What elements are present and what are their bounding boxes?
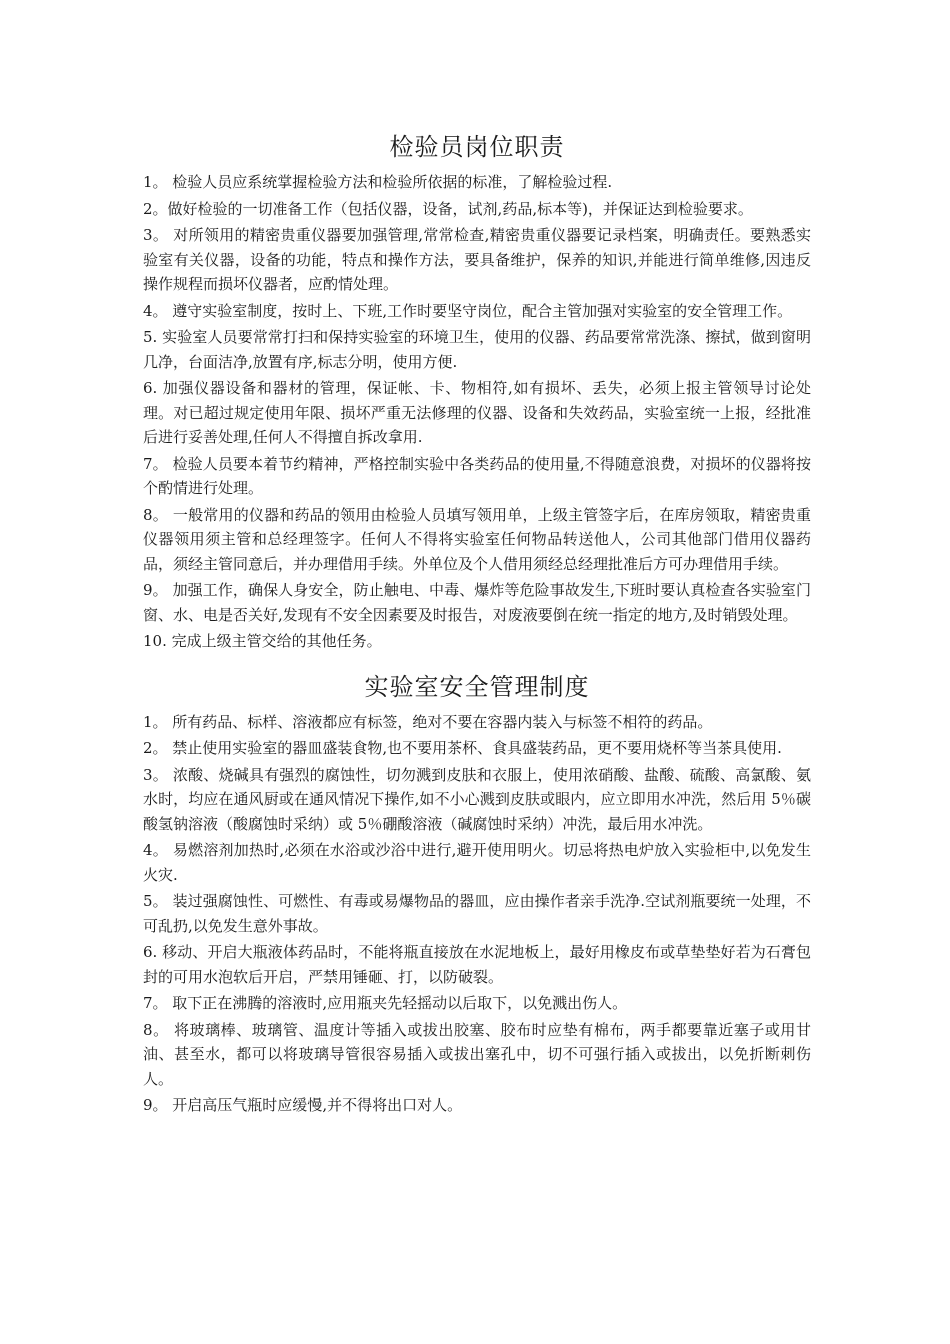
safety-item-2: 2。 禁止使用实验室的器皿盛装食物,也不要用茶杯、食具盛装药品，更不要用烧杯等当茶具使用. [143, 739, 782, 757]
safety-item-5: 5。 装过强腐蚀性、可燃性、有毒或易爆物品的器皿，应由操作者亲手洗净.空试剂瓶要统一处理，不可乱扔,以免发生意外事故。 [143, 892, 811, 935]
duty-item-8: 8。 一般常用的仪器和药品的领用由检验人员填写领用单，上级主管签字后，在库房领取，精密贵重仪器领用须主管和总经理签字。任何人不得将实验室任何物品转送他人，公司其他部门借用仪器药品，须经主管同意后，并办理借用手续。外单位及个人借用须经总经理批准后方可办理借用手续。 [143, 505, 811, 573]
duty-item-1: 1。 检验人员应系统掌握检验方法和检验所依据的标准，了解检验过程. [143, 173, 613, 191]
section-title-lab-safety: 实验室安全管理制度 [364, 672, 590, 701]
safety-item-9: 9。 开启高压气瓶时应缓慢,并不得将出口对人。 [143, 1096, 463, 1114]
duty-item-3: 3。 对所领用的精密贵重仪器要加强管理,常常检查,精密贵重仪器要记录档案，明确责任。要熟悉实验室有关仪器，设备的功能，特点和操作方法，要具备维护，保养的知识,并能进行简单维修,因违反操作规程而损坏仪器者，应酌情处理。 [143, 226, 811, 293]
duty-item-10: 10. 完成上级主管交给的其他任务。 [143, 632, 382, 650]
safety-item-6: 6. 移动、开启大瓶液体药品时，不能将瓶直接放在水泥地板上，最好用橡皮布或草垫垫好若为石膏包封的可用水泡软后开启，严禁用锤砸、打，以防破裂。 [143, 943, 811, 986]
duty-item-2: 2。做好检验的一切准备工作（包括仪器，设备，试剂,药品,标本等)，并保证达到检验要求。 [143, 199, 753, 218]
document-page [143, 130, 811, 1120]
safety-item-8: 8。 将玻璃棒、玻璃管、温度计等插入或拔出胶塞、胶布时应垫有棉布，两手都要靠近塞子或用甘油、甚至水，都可以将玻璃导管很容易插入或拔出塞孔中，切不可强行插入或拔出，以免折断刺伤人。 [143, 1020, 811, 1088]
safety-item-3: 3。 浓酸、烧碱具有强烈的腐蚀性，切勿溅到皮肤和衣服上，使用浓硝酸、盐酸、硫酸、高氯酸、氨水时，均应在通风厨或在通风情况下操作,如不小心溅到皮肤或眼内，应立即用水冲洗，然后用 5％碳酸氢钠溶液（酸腐蚀时采纳）或 5％硼酸溶液（碱腐蚀时采纳）冲洗，最后用水冲洗。 [143, 765, 811, 833]
duty-item-4: 4。 遵守实验室制度，按时上、下班,工作时要坚守岗位，配合主管加强对实验室的安全管理工作。 [143, 301, 793, 320]
duty-item-9: 9。 加强工作，确保人身安全，防止触电、中毒、爆炸等危险事故发生,下班时要认真检查各实验室门窗、水、电是否关好,发现有不安全因素要及时报告，对废液要倒在统一指定的地方,及时销毁处理。 [143, 581, 811, 624]
section-title-inspector-duties: 检验员岗位职责 [389, 133, 565, 161]
safety-item-7: 7。 取下正在沸腾的溶液时,应用瓶夹先轻摇动以后取下，以免溅出伤人。 [143, 994, 628, 1012]
safety-item-1: 1。 所有药品、标样、溶液都应有标签，绝对不要在容器内装入与标签不相符的药品。 [143, 712, 713, 731]
safety-item-4: 4。 易燃溶剂加热时,必须在水浴或沙浴中进行,避开使用明火。切忌将热电炉放入实验柜中,以免发生火灾. [143, 841, 811, 884]
duty-item-7: 7。 检验人员要本着节约精神，严格控制实验中各类药品的使用量,不得随意浪费，对损坏的仪器将按个酌情进行处理。 [143, 454, 811, 497]
duty-item-5: 5. 实验室人员要常常打扫和保持实验室的环境卫生，使用的仪器、药品要常常洗涤、擦拭，做到窗明几净，台面洁净,放置有序,标志分明，使用方便. [143, 328, 811, 371]
duty-item-6: 6. 加强仪器设备和器材的管理，保证帐、卡、物相符,如有损坏、丢失，必须上报主管领导讨论处理。对已超过规定使用年限、损坏严重无法修理的仪器、设备和失效药品，实验室统一上报，经批准后进行妥善处理,任何人不得擅自拆改拿用. [143, 379, 811, 446]
